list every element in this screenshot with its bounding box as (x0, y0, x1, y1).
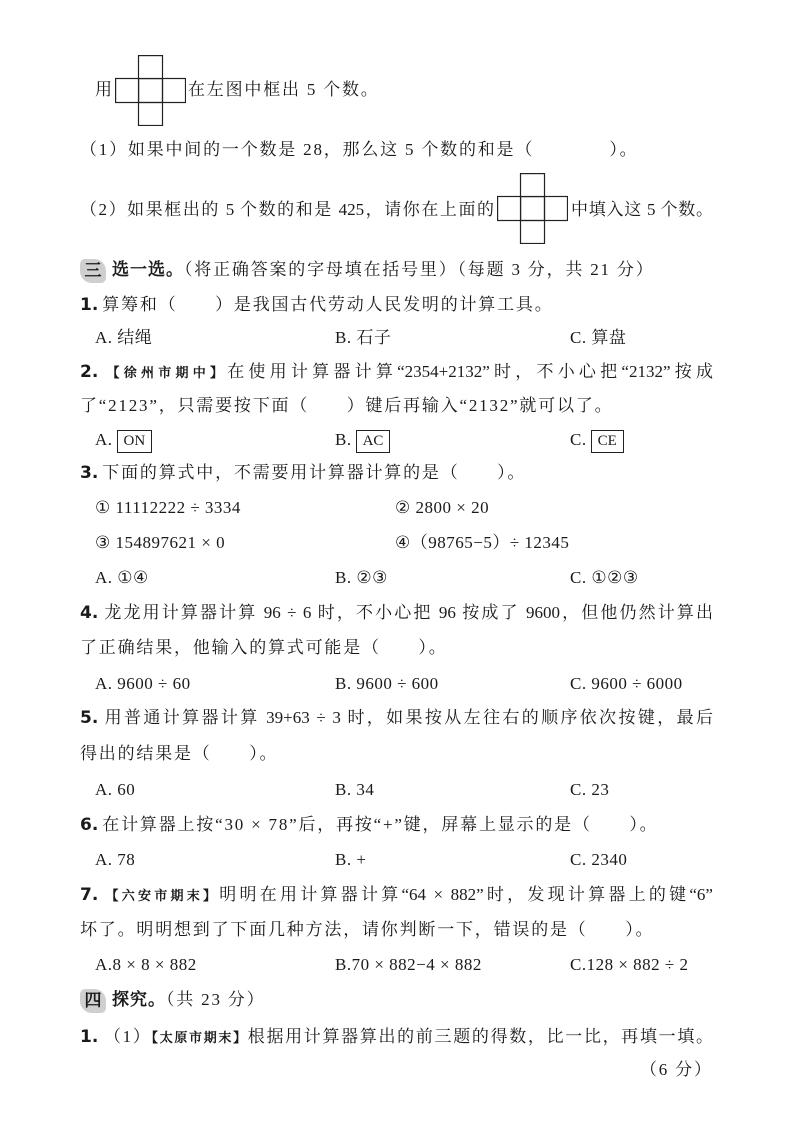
q3-option-c: C. ①②③ (570, 568, 639, 587)
q2-option-a (95, 427, 152, 453)
sub-part-label: （1） (102, 1027, 152, 1046)
q6-option-a: A. 78 (95, 850, 136, 869)
source-tag: 【六安市期末】 (102, 889, 220, 904)
question-number: 4. (80, 603, 99, 623)
q3-option-b: B. ②③ (335, 568, 388, 587)
option-letter: A. (95, 430, 113, 449)
cross-frame-icon (115, 55, 186, 126)
q3-item-4: ④（98765−5）÷ 12345 (395, 533, 570, 552)
ac-key-icon: AC (356, 430, 391, 453)
intro-suffix: 在左图中框出 5 个数。 (188, 80, 380, 99)
question-text: 在计算器上按“30 × 78”后，再按“+”键，屏幕上显示的是（ ）。 (102, 815, 659, 834)
q5-option-a: A. 60 (95, 780, 136, 799)
q5-option-c: C. 23 (570, 780, 610, 799)
source-tag: 【太原市期末】 (151, 1031, 248, 1046)
question-5-line-1 (80, 705, 713, 731)
intro-prefix: 用 (95, 80, 114, 99)
question-text: 根据用计算器算出的前三题的得数，比一比，再填一填。 (247, 1027, 714, 1046)
part-1-question: （1）如果中间的一个数是 28，那么这 5 个数的和是（ ）。 (80, 140, 639, 159)
section-4-title: 探究。 (112, 990, 166, 1010)
question-3 (80, 460, 526, 486)
section-3-note: （将正确答案的字母填在括号里）（每题 3 分，共 21 分） (184, 260, 655, 279)
q7-option-c: C.128 × 882 ÷ 2 (570, 955, 689, 974)
question-number: 6. (80, 815, 99, 835)
q2-option-b (335, 427, 390, 453)
q4-option-c: C. 9600 ÷ 6000 (570, 674, 683, 693)
question-text: 算筹和（ ）是我国古代劳动人民发明的计算工具。 (102, 295, 554, 314)
question-number: 1. (80, 295, 99, 315)
question-1 (80, 292, 554, 318)
q1-option-b: B. 石子 (335, 328, 392, 347)
option-letter: C. (570, 430, 587, 449)
q4-option-a: A. 9600 ÷ 60 (95, 674, 191, 693)
question-text: 下面的算式中，不需要用计算器计算的是（ ）。 (102, 463, 527, 482)
q5-option-b: B. 34 (335, 780, 375, 799)
ce-key-icon: CE (591, 430, 624, 453)
question-text: 用普通计算器计算 39+63 ÷ 3 时，如果按从左往右的顺序依次按键，最后 (102, 708, 713, 727)
question-text: 龙龙用计算器计算 96 ÷ 6 时，不小心把 96 按成了 9600，但他仍然计算出 (102, 603, 713, 622)
section-4-question-1 (80, 1024, 713, 1050)
q7-option-a: A.8 × 8 × 882 (95, 955, 197, 974)
q1-option-a: A. 结绳 (95, 328, 153, 347)
question-2-line-1 (80, 359, 713, 385)
q3-item-3: ③ 154897621 × 0 (95, 533, 226, 552)
q2-option-c (570, 427, 624, 453)
q1-option-c: C. 算盘 (570, 328, 627, 347)
section-3-badge: 三 (80, 259, 106, 283)
question-5-line-2: 得出的结果是（ ）。 (80, 744, 279, 763)
q4-option-b: B. 9600 ÷ 600 (335, 674, 439, 693)
section-4-badge: 四 (80, 989, 106, 1013)
question-4-line-1 (80, 600, 713, 626)
question-7-line-1 (80, 882, 713, 908)
cross-frame-icon (497, 173, 568, 244)
points-label: （6 分） (640, 1060, 713, 1079)
q7-option-b: B.70 × 882−4 × 882 (335, 955, 482, 974)
question-4-line-2: 了正确结果，他输入的算式可能是（ ）。 (80, 638, 448, 657)
section-4-note: （共 23 分） (166, 990, 266, 1009)
question-number: 1. (80, 1027, 99, 1047)
question-text: 在使用计算器计算“2354+2132”时，不小心把“2132”按成 (227, 362, 713, 381)
question-number: 3. (80, 463, 99, 483)
source-tag: 【徐州市期中】 (102, 366, 228, 381)
question-7-line-2: 坏了。明明想到了下面几种方法，请你判断一下，错误的是（ ）。 (80, 920, 655, 939)
on-key-icon: ON (117, 430, 153, 453)
part-2-suffix: 中填入这 5 个数。 (571, 200, 713, 219)
q6-option-b: B. + (335, 850, 367, 869)
option-letter: B. (335, 430, 352, 449)
q3-item-2: ② 2800 × 20 (395, 498, 490, 517)
question-number: 2. (80, 362, 99, 382)
section-3-header (80, 257, 655, 283)
question-6 (80, 812, 658, 838)
question-text: 明明在用计算器计算“64 × 882”时，发现计算器上的键“6” (219, 885, 713, 904)
section-3-title: 选一选。 (112, 260, 184, 280)
q3-option-a: A. ①④ (95, 568, 149, 587)
q6-option-c: C. 2340 (570, 850, 628, 869)
q3-item-1: ① 11112222 ÷ 3334 (95, 498, 241, 517)
question-number: 5. (80, 708, 99, 728)
question-2-line-2: 了“2123”，只需要按下面（ ）键后再输入“2132”就可以了。 (80, 396, 614, 415)
part-2-prefix: （2）如果框出的 5 个数的和是 425，请你在上面的 (80, 200, 494, 219)
question-number: 7. (80, 885, 99, 905)
section-4-header (80, 987, 265, 1013)
